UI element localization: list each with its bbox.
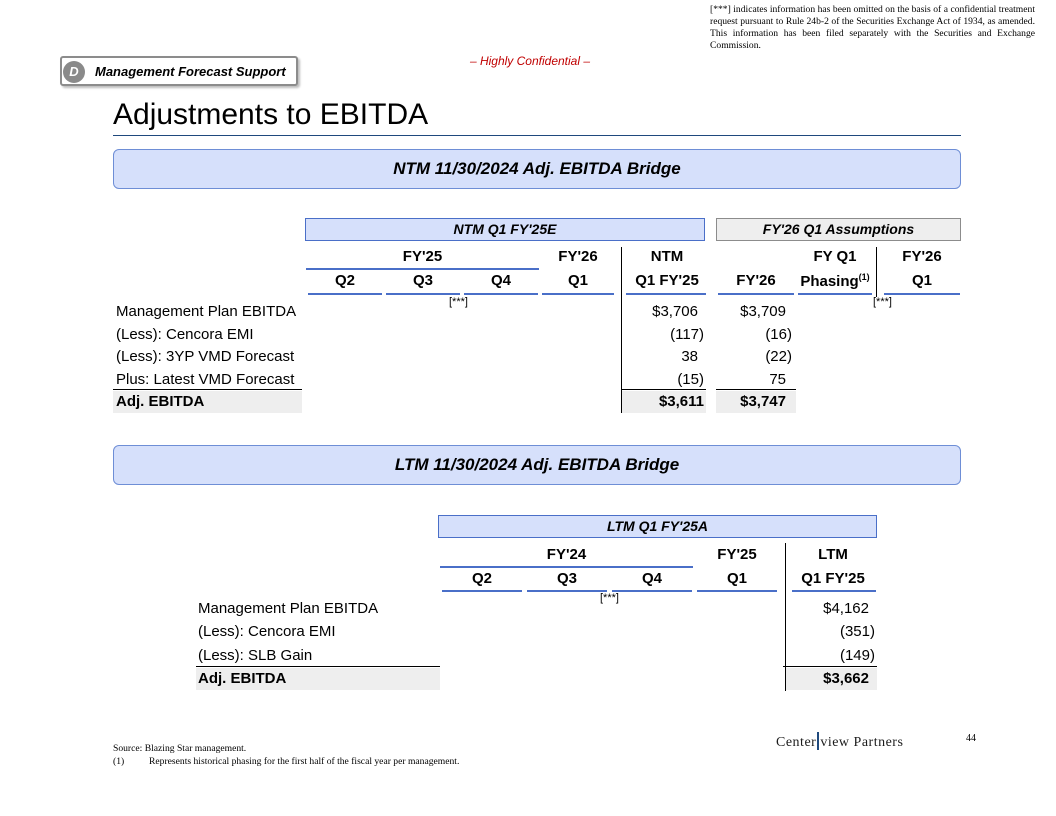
- ntm-row-value: $3,706: [652, 303, 698, 320]
- footnote-text: Represents historical phasing for the first half of the fiscal year per management.: [149, 756, 460, 767]
- source-note: Source: Blazing Star management.: [113, 743, 247, 754]
- ntm-q1-group-header: NTM Q1 FY'25E: [305, 218, 705, 241]
- ntm-fy26-header: FY'26: [558, 248, 598, 265]
- ltm-row-label: (Less): SLB Gain: [198, 647, 313, 664]
- footnote-1: [113, 755, 459, 768]
- ntm-row-label: (Less): Cencora EMI: [116, 326, 254, 343]
- phasing-header-top: FY Q1: [813, 248, 857, 265]
- fy26-q1-assumption-header: Q1: [911, 272, 932, 289]
- ntm-q3-header: Q3: [412, 272, 433, 289]
- ltm-total-label: Adj. EBITDA: [198, 670, 287, 687]
- ntm-fy25-underline: [306, 268, 539, 270]
- ltm-q2-header: Q2: [471, 570, 492, 587]
- fy26-assumptions-group-header: FY'26 Q1 Assumptions: [716, 218, 961, 241]
- ntm-total-rule-fy26: [716, 389, 796, 390]
- page-number: 44: [966, 733, 976, 744]
- ntm-bridge-banner: NTM 11/30/2024 Adj. EBITDA Bridge: [113, 149, 961, 189]
- confidential-treatment-notice: [***] indicates information has been omitted on the basis of a confidential treatment request pursuant to Rule 24b-2 of the Securities Exchange Act of 1934, as amended. This information has been filed separately with the Securities and Exchange Commission.: [710, 4, 1035, 51]
- title-divider: [113, 135, 961, 136]
- ntm-q1fy25-header: Q1 FY'25: [635, 272, 699, 289]
- logo-right-text: view Partners: [820, 735, 904, 750]
- ntm-row-label: Management Plan EBITDA: [116, 303, 297, 320]
- ltm-fy25-header: FY'25: [717, 546, 757, 563]
- fy26-row-value: $3,709: [740, 303, 786, 320]
- ltm-row-value: (351): [839, 623, 875, 640]
- fy26-q1-assumption-underline: [884, 293, 960, 295]
- ltm-header: LTM: [818, 546, 848, 563]
- ltm-fy24-underline: [440, 566, 693, 568]
- ltm-q3-underline: [527, 590, 607, 592]
- section-label: Management Forecast Support: [95, 64, 286, 79]
- ltm-fy25-q1-underline: [697, 590, 777, 592]
- fy26-column-header: FY'26: [736, 272, 776, 289]
- ntm-row-value: 38: [681, 348, 698, 365]
- assumptions-omitted-marker: [***]: [873, 296, 892, 308]
- ltm-q2-underline: [442, 590, 522, 592]
- phasing-footnote-marker: (1): [858, 272, 870, 282]
- ntm-total-rule-label: [113, 389, 302, 390]
- fy26-total-value: $3,747: [740, 393, 786, 410]
- ntm-q2-header: Q2: [334, 272, 355, 289]
- ltm-row-value: (149): [839, 647, 875, 664]
- ntm-omitted-marker: [***]: [449, 296, 468, 308]
- ltm-bridge-banner: LTM 11/30/2024 Adj. EBITDA Bridge: [113, 445, 961, 485]
- ntm-q4-header: Q4: [490, 272, 511, 289]
- ltm-total-rule-label: [196, 666, 440, 667]
- ntm-ltm-header: NTM: [650, 248, 684, 265]
- footnote-number: (1): [113, 756, 125, 767]
- ntm-row-value: (15): [677, 371, 704, 388]
- ltm-q1fy25-header: Q1 FY'25: [801, 570, 865, 587]
- ltm-total-value: $3,662: [823, 670, 869, 687]
- logo-left-text: Center: [776, 735, 817, 750]
- page-title: Adjustments to EBITDA: [113, 98, 429, 131]
- ntm-fy26-q1-header: Q1: [567, 272, 588, 289]
- ntm-q2-underline: [308, 293, 382, 295]
- ntm-fy25-header: FY'25: [402, 248, 443, 265]
- ntm-q3-underline: [386, 293, 460, 295]
- section-letter-badge: D: [63, 61, 85, 83]
- ltm-fy25-q1-header: Q1: [726, 570, 747, 587]
- ltm-fy24-header: FY'24: [546, 546, 587, 563]
- ltm-q3-header: Q3: [556, 570, 577, 587]
- ntm-total-value: $3,611: [658, 393, 704, 410]
- ntm-fy26-q1-underline: [542, 293, 614, 295]
- section-tab: [60, 56, 298, 86]
- ltm-row-value: $4,162: [823, 600, 869, 617]
- ntm-q4-underline: [464, 293, 538, 295]
- ntm-row-value: (117): [670, 326, 704, 343]
- ntm-row-label: Plus: Latest VMD Forecast: [116, 371, 295, 388]
- ltm-row-label: Management Plan EBITDA: [198, 600, 379, 617]
- fy26-row-value: 75: [769, 371, 786, 388]
- assumptions-column-divider: [876, 247, 877, 297]
- ltm-omitted-marker: [***]: [600, 592, 619, 604]
- fy26-row-value: (22): [765, 348, 792, 365]
- ntm-q1fy25-underline: [626, 293, 706, 295]
- fy26-q1-assumption-header-top: FY'26: [902, 248, 942, 265]
- ntm-row-label: (Less): 3YP VMD Forecast: [116, 348, 295, 365]
- ltm-q1-group-header: LTM Q1 FY'25A: [438, 515, 877, 538]
- ntm-total-label: Adj. EBITDA: [116, 393, 205, 410]
- ltm-row-label: (Less): Cencora EMI: [198, 623, 336, 640]
- ltm-q4-underline: [612, 590, 692, 592]
- ltm-total-rule-value: [783, 666, 877, 667]
- phasing-header: Phasing$^{(1)}$: [800, 272, 870, 290]
- ltm-q1fy25-underline: [792, 590, 876, 592]
- fy26-row-value: (16): [765, 326, 792, 343]
- phasing-underline: [798, 293, 872, 295]
- footnotes: [113, 742, 459, 768]
- ntm-total-rule-ntm: [621, 389, 706, 390]
- ltm-q4-header: Q4: [641, 570, 662, 587]
- confidentiality-label: – Highly Confidential –: [469, 54, 591, 68]
- centerview-partners-logo: [776, 732, 903, 751]
- fy26-column-underline: [718, 293, 794, 295]
